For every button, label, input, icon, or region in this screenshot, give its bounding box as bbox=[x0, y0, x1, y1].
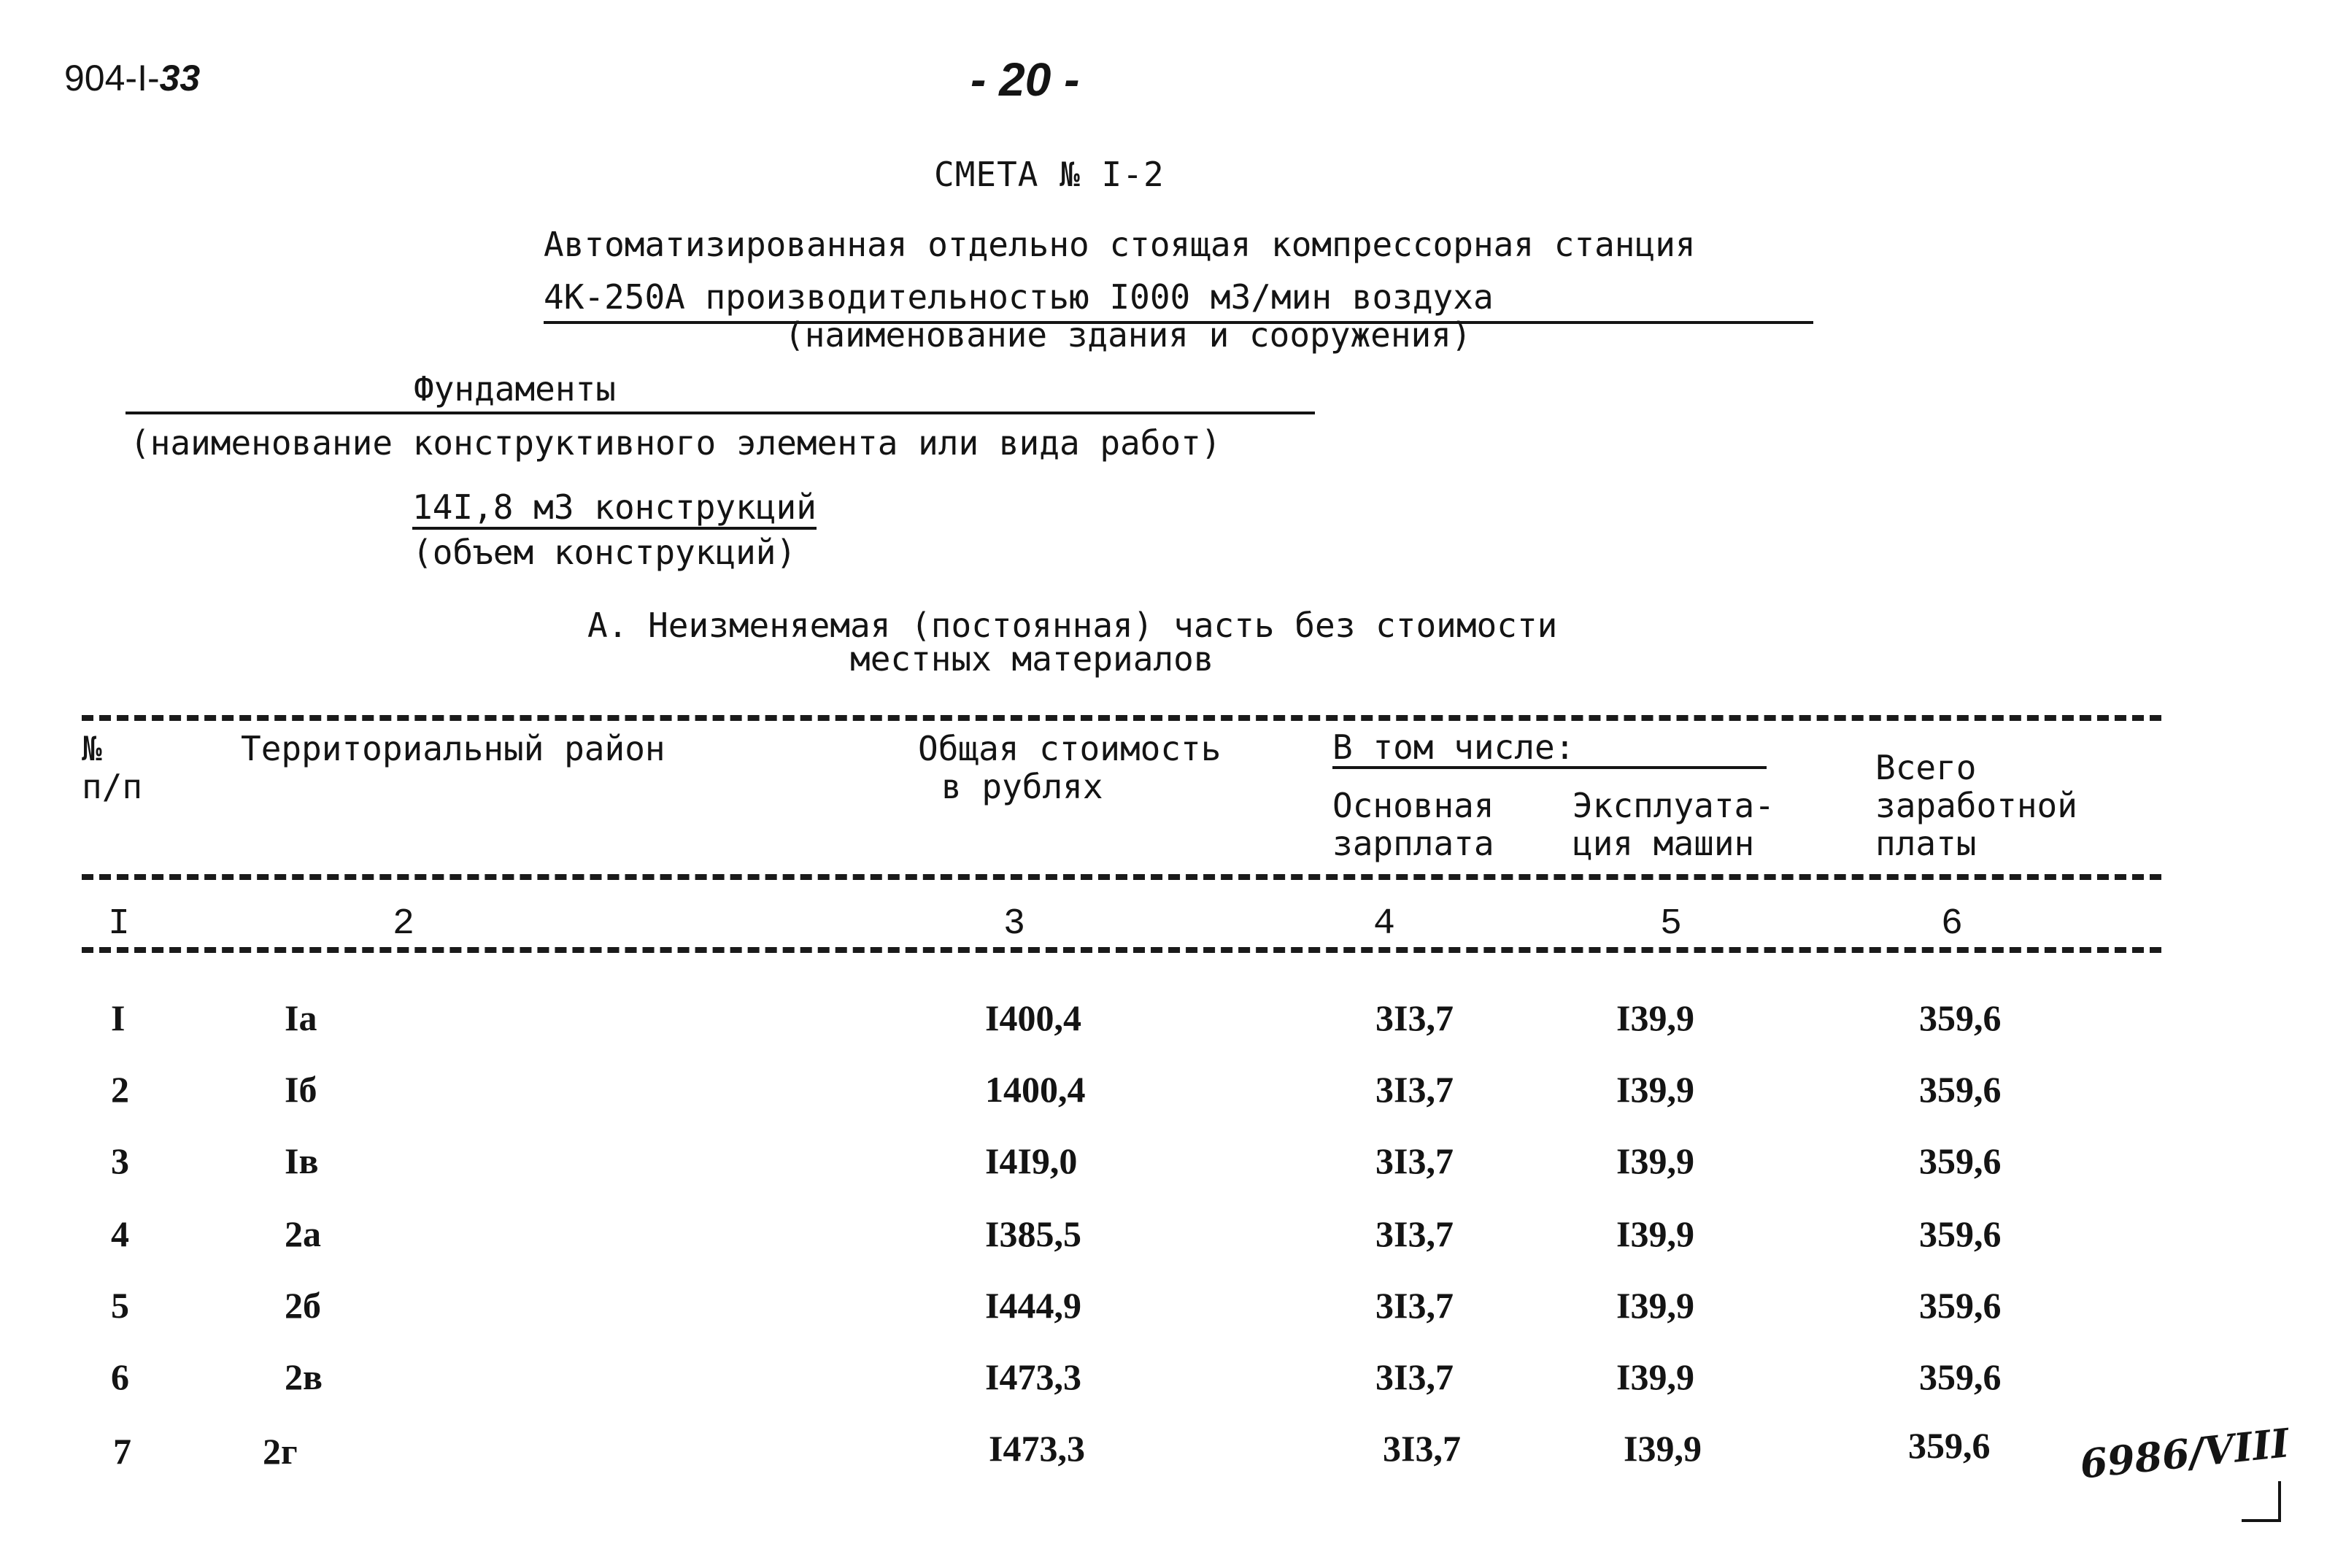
row-salary: 3I3,7 bbox=[1375, 1356, 1454, 1397]
row-district: 2а bbox=[285, 1213, 321, 1254]
object-name-line1: Автоматизированная отдельно стоящая компрессорная станция bbox=[544, 225, 1696, 264]
construction-volume: 14I,8 м3 конструкций bbox=[412, 487, 817, 530]
corner-mark bbox=[2242, 1481, 2281, 1522]
row-district: Iа bbox=[285, 997, 317, 1038]
column-number-1: I bbox=[108, 903, 131, 945]
row-total: I473,3 bbox=[989, 1428, 1085, 1469]
object-name-line2-text: 4К-250А производительностью I000 м3/мин воздуха bbox=[544, 277, 1494, 317]
header-machines bbox=[1572, 787, 1775, 862]
header-district: Территориальный район bbox=[241, 729, 665, 768]
row-machines: I39,9 bbox=[1616, 1069, 1694, 1110]
row-wages: 359,6 bbox=[1919, 1356, 2002, 1397]
volume-caption: (объем конструкций) bbox=[412, 533, 797, 572]
element-caption: (наименование конструктивного элемента или вида работ) bbox=[130, 423, 1222, 463]
column-number-rule bbox=[82, 947, 2161, 953]
row-machines: I39,9 bbox=[1616, 1213, 1694, 1254]
row-num: 5 bbox=[111, 1285, 129, 1326]
row-wages: 359,6 bbox=[1919, 997, 2002, 1038]
row-machines: I39,9 bbox=[1616, 997, 1694, 1038]
row-num: I bbox=[111, 997, 126, 1038]
header-including: В том числе: bbox=[1332, 728, 1767, 769]
row-total: I473,3 bbox=[985, 1356, 1081, 1397]
row-total: I4I9,0 bbox=[985, 1140, 1078, 1181]
row-num: 2 bbox=[111, 1069, 129, 1110]
row-wages: 359,6 bbox=[1919, 1213, 2002, 1254]
header-total-cost bbox=[918, 730, 1221, 806]
row-district: 2б bbox=[285, 1285, 321, 1326]
header-machines-line2: ция машин bbox=[1572, 824, 1755, 863]
row-salary: 3I3,7 bbox=[1383, 1428, 1461, 1469]
section-title-line1: А. Неизменяемая (постоянная) часть без стоимости bbox=[587, 606, 1558, 645]
header-wages-line1: Всего bbox=[1875, 748, 1977, 787]
row-district: 2г bbox=[263, 1431, 298, 1472]
page-number: - 20 - bbox=[970, 53, 1080, 106]
row-num: 7 bbox=[113, 1431, 131, 1472]
row-salary: 3I3,7 bbox=[1375, 1069, 1454, 1110]
handwritten-signature: 6986/VIII bbox=[2077, 1419, 2292, 1488]
row-machines: I39,9 bbox=[1616, 1356, 1694, 1397]
doc-code-handwritten: 33 bbox=[159, 58, 201, 99]
doc-code-prefix: 904-I- bbox=[64, 58, 160, 99]
column-number-5: 5 bbox=[1660, 903, 1683, 945]
header-total-line2: в рублях bbox=[941, 767, 1103, 806]
row-district: Iв bbox=[285, 1140, 319, 1181]
row-wages: 359,6 bbox=[1908, 1425, 1991, 1466]
row-salary: 3I3,7 bbox=[1375, 1285, 1454, 1326]
row-wages: 359,6 bbox=[1919, 1285, 2002, 1326]
header-bottom-rule bbox=[82, 874, 2161, 880]
estimate-title: СМЕТА № I-2 bbox=[934, 155, 1165, 194]
row-district: 2в bbox=[285, 1356, 323, 1397]
table-top-rule bbox=[82, 715, 2161, 721]
header-salary bbox=[1332, 787, 1494, 862]
row-total: I385,5 bbox=[985, 1213, 1081, 1254]
row-salary: 3I3,7 bbox=[1375, 1213, 1454, 1254]
row-total: I400,4 bbox=[985, 997, 1081, 1038]
section-title-line2: местных материалов bbox=[850, 639, 1214, 679]
object-caption: (наименование здания и сооружения) bbox=[784, 315, 1472, 355]
row-num: 4 bbox=[111, 1213, 129, 1254]
header-salary-line2: зарплата bbox=[1332, 824, 1494, 863]
row-district: Iб bbox=[285, 1069, 317, 1110]
header-machines-line1: Эксплуата- bbox=[1572, 786, 1775, 825]
element-name-line bbox=[126, 369, 1315, 414]
column-number-3: 3 bbox=[1003, 903, 1026, 945]
header-total-wages bbox=[1875, 749, 2077, 862]
column-number-4: 4 bbox=[1373, 903, 1396, 945]
header-wages-line2: заработной bbox=[1875, 786, 2077, 825]
row-total: 1400,4 bbox=[985, 1069, 1086, 1110]
header-total-line1: Общая стоимость bbox=[918, 729, 1222, 768]
header-num-symbol: № bbox=[82, 729, 102, 768]
row-num: 6 bbox=[111, 1356, 129, 1397]
header-salary-line1: Основная bbox=[1332, 786, 1494, 825]
row-salary: 3I3,7 bbox=[1375, 997, 1454, 1038]
header-num-label: п/п bbox=[82, 767, 143, 806]
row-wages: 359,6 bbox=[1919, 1069, 2002, 1110]
row-machines: I39,9 bbox=[1624, 1428, 1702, 1469]
row-wages: 359,6 bbox=[1919, 1140, 2002, 1181]
element-name: Фундаменты bbox=[414, 369, 616, 409]
row-total: I444,9 bbox=[985, 1285, 1081, 1326]
row-salary: 3I3,7 bbox=[1375, 1140, 1454, 1181]
header-num bbox=[82, 730, 142, 806]
row-num: 3 bbox=[111, 1140, 129, 1181]
row-machines: I39,9 bbox=[1616, 1285, 1694, 1326]
column-number-6: 6 bbox=[1941, 903, 1964, 945]
column-number-2: 2 bbox=[393, 903, 415, 945]
row-machines: I39,9 bbox=[1616, 1140, 1694, 1181]
header-wages-line3: платы bbox=[1875, 824, 1977, 863]
document-code bbox=[64, 57, 200, 99]
